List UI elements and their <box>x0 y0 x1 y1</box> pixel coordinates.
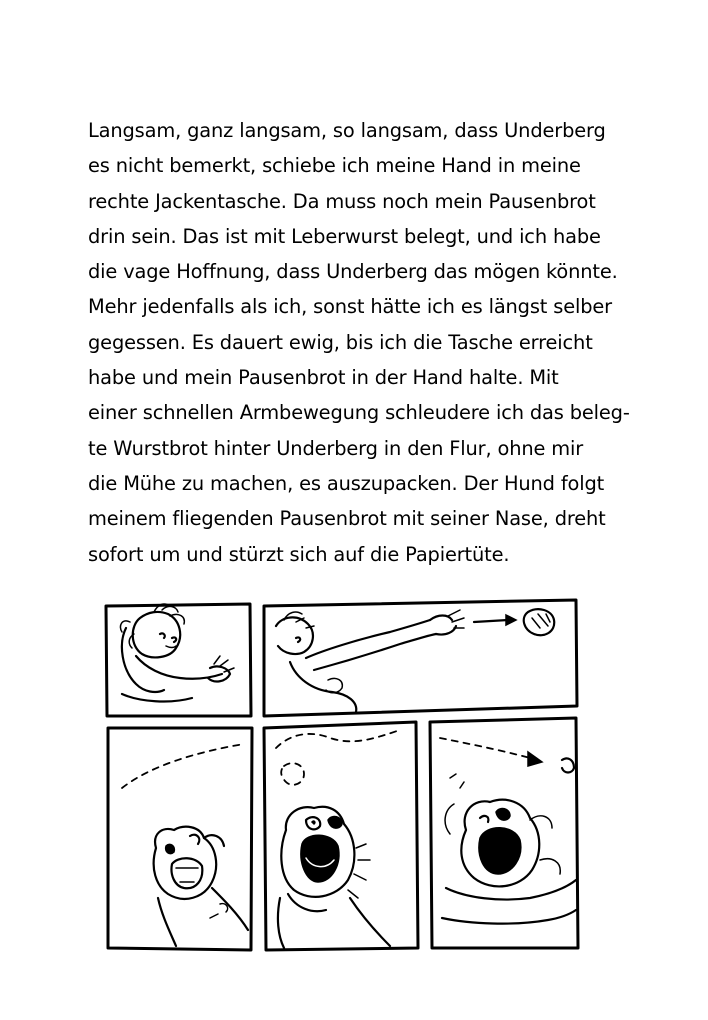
comic-strip-illustration <box>100 598 580 954</box>
text-line: meinem fliegenden Pausenbrot mit seiner Nase, dreht <box>88 507 606 531</box>
comic-panel-dog-looking-up <box>108 728 252 950</box>
text-line: gegessen. Es dauert ewig, bis ich die Tasche erreicht <box>88 330 593 354</box>
text-line: drin sein. Das ist mit Leberwurst belegt, und ich habe <box>88 224 601 248</box>
text-line: Langsam, ganz langsam, so langsam, dass Underberg <box>88 119 606 142</box>
text-line: te Wurstbrot hinter Underberg in den Flur, ohne mir <box>88 436 584 460</box>
comic-panel-dog-barking <box>264 722 418 950</box>
text-line: einer schnellen Armbewegung schleudere ich das beleg- <box>88 401 630 425</box>
story-paragraph <box>88 113 628 572</box>
text-line: die vage Hoffnung, dass Underberg das mögen könnte. <box>88 260 618 284</box>
text-line: rechte Jackentasche. Da muss noch mein Pausenbrot <box>88 189 596 213</box>
text-line: die Mühe zu machen, es auszupacken. Der Hund folgt <box>88 471 605 495</box>
comic-panel-throwing <box>264 600 577 716</box>
comic-panel-dog-turning <box>430 718 578 948</box>
comic-panel-boy-reaching <box>106 604 251 716</box>
text-line: es nicht bemerkt, schiebe ich meine Hand in meine <box>88 154 581 178</box>
text-line: sofort um und stürzt sich auf die Papiertüte. <box>88 542 510 566</box>
text-line: Mehr jedenfalls als ich, sonst hätte ich es längst selber <box>88 295 612 319</box>
text-line: habe und mein Pausenbrot in der Hand halte. Mit <box>88 366 559 390</box>
